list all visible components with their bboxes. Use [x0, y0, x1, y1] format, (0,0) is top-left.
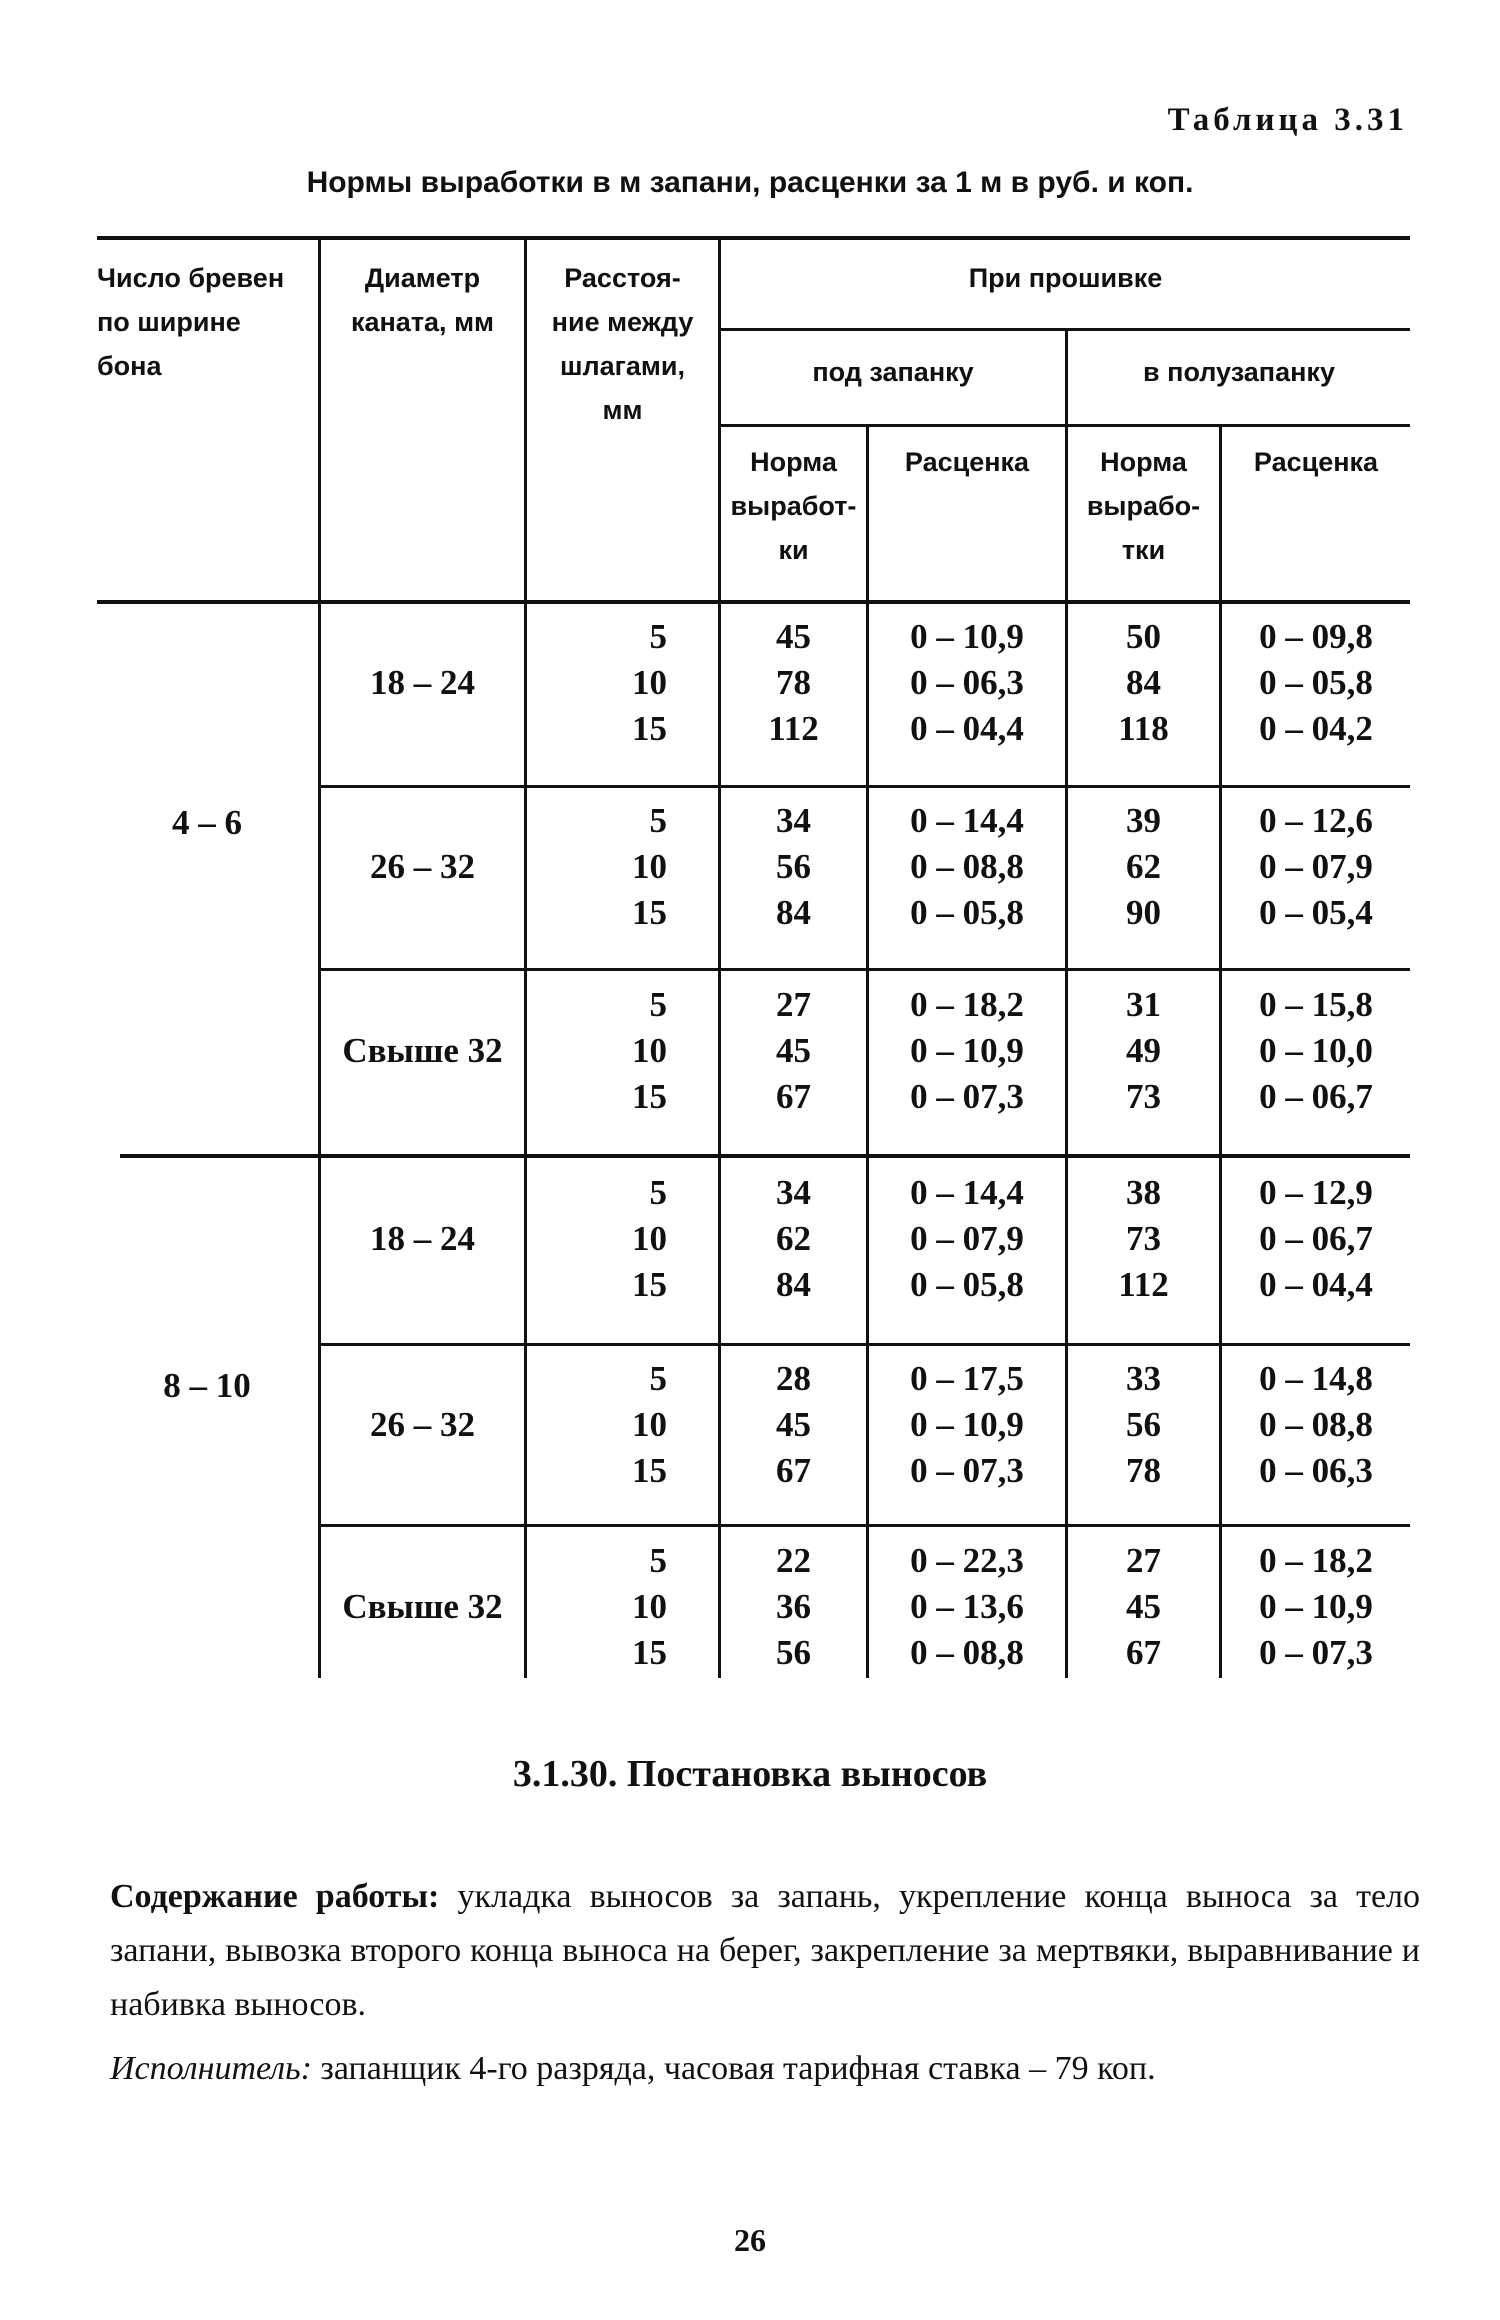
- group-label: 8 – 10: [163, 1366, 251, 1405]
- rate1-cell: 0 – 14,4 0 – 08,8 0 – 05,8: [910, 801, 1024, 932]
- rate2-cell: 0 – 12,9 0 – 06,7 0 – 04,4: [1259, 1173, 1373, 1304]
- header-group: При прошивке: [968, 263, 1163, 293]
- header-distance: Расстоя- ние между шлагами, мм: [551, 263, 694, 425]
- table-top-rule: [97, 236, 1410, 240]
- diameter-cell: 18 – 24: [370, 1219, 475, 1258]
- diameter-cell: 26 – 32: [370, 847, 475, 886]
- distance-cell: 5 10 15: [632, 1541, 667, 1672]
- group-divider-rule: [120, 1154, 1410, 1158]
- norm2-cell: 33 56 78: [1126, 1359, 1161, 1490]
- header-sub-right: в полузапанку: [1143, 357, 1335, 387]
- distance-cell: 5 10 15: [632, 617, 667, 748]
- subgroup-rule: [718, 424, 1410, 427]
- header-bottom-rule: [97, 600, 1410, 604]
- group-rule: [718, 328, 1410, 331]
- norm1-cell: 34 56 84: [776, 801, 811, 932]
- header-width: Число бревен по ширине бона: [97, 263, 285, 381]
- header-rate-right: Расценка: [1253, 447, 1379, 477]
- norm1-cell: 27 45 67: [776, 985, 811, 1116]
- content-label: Содержание работы:: [110, 1878, 440, 1915]
- header-rate-left: Расценка: [904, 447, 1030, 477]
- col-rule: [318, 240, 321, 1678]
- header-sub-left: под запанку: [812, 357, 974, 387]
- diameter-cell: 18 – 24: [370, 663, 475, 702]
- norm1-cell: 34 62 84: [776, 1173, 811, 1304]
- executor-text: запанщик 4-го разряда, часовая тарифная ставка – 79 коп.: [320, 2050, 1156, 2087]
- group-label: 4 – 6: [172, 803, 242, 842]
- norm2-cell: 27 45 67: [1126, 1541, 1161, 1672]
- distance-cell: 5 10 15: [632, 801, 667, 932]
- executor-paragraph: [110, 2042, 1420, 2096]
- norm1-cell: 45 78 112: [768, 617, 819, 748]
- rate2-cell: 0 – 14,8 0 – 08,8 0 – 06,3: [1259, 1359, 1373, 1490]
- rate2-cell: 0 – 18,2 0 – 10,9 0 – 07,3: [1259, 1541, 1373, 1672]
- table-caption: Нормы выработки в м запани, расценки за 1 м в руб. и коп.: [306, 166, 1194, 199]
- rate1-cell: 0 – 17,5 0 – 10,9 0 – 07,3: [910, 1359, 1024, 1490]
- section-title: 3.1.30. Постановка выносов: [512, 1753, 988, 1795]
- page-number: 26: [734, 2222, 766, 2258]
- table-label: Таблица 3.31: [1167, 102, 1408, 138]
- block-rule: [320, 1524, 1410, 1527]
- rate1-cell: 0 – 10,9 0 – 06,3 0 – 04,4: [910, 617, 1024, 748]
- rate2-cell: 0 – 09,8 0 – 05,8 0 – 04,2: [1259, 617, 1373, 748]
- norm1-cell: 22 36 56: [776, 1541, 811, 1672]
- header-diameter: Диаметр каната, мм: [350, 263, 495, 337]
- diameter-cell: Свыше 32: [342, 1587, 503, 1626]
- norm2-cell: 38 73 112: [1118, 1173, 1169, 1304]
- rate1-cell: 0 – 22,3 0 – 13,6 0 – 08,8: [910, 1541, 1024, 1672]
- header-norm-left: Норма выработ- ки: [730, 447, 857, 565]
- block-rule: [320, 1343, 1410, 1346]
- distance-cell: 5 10 15: [632, 1173, 667, 1304]
- norm2-cell: 31 49 73: [1126, 985, 1161, 1116]
- header-norm-right: Норма вырабо- тки: [1086, 447, 1201, 565]
- executor-label: Исполнитель:: [110, 2050, 312, 2087]
- content-paragraph: [110, 1870, 1420, 2032]
- rate1-cell: 0 – 18,2 0 – 10,9 0 – 07,3: [910, 985, 1024, 1116]
- diameter-cell: 26 – 32: [370, 1405, 475, 1444]
- diameter-cell: Свыше 32: [342, 1031, 503, 1070]
- rate2-cell: 0 – 15,8 0 – 10,0 0 – 06,7: [1259, 985, 1373, 1116]
- norm2-cell: 50 84 118: [1118, 617, 1169, 748]
- content-text: укладка выносов за запань, укрепление конца выноса за тело запани, вывозка второго конца выноса на берег, закрепление за мертвяки, выравнивание и набивка выносов.: [110, 1878, 1421, 2023]
- rate2-cell: 0 – 12,6 0 – 07,9 0 – 05,4: [1259, 801, 1373, 932]
- rate1-cell: 0 – 14,4 0 – 07,9 0 – 05,8: [910, 1173, 1024, 1304]
- distance-cell: 5 10 15: [632, 1359, 667, 1490]
- block-rule: [320, 968, 1410, 971]
- norm1-cell: 28 45 67: [776, 1359, 811, 1490]
- block-rule: [320, 785, 1410, 788]
- norm2-cell: 39 62 90: [1126, 801, 1161, 932]
- distance-cell: 5 10 15: [632, 985, 667, 1116]
